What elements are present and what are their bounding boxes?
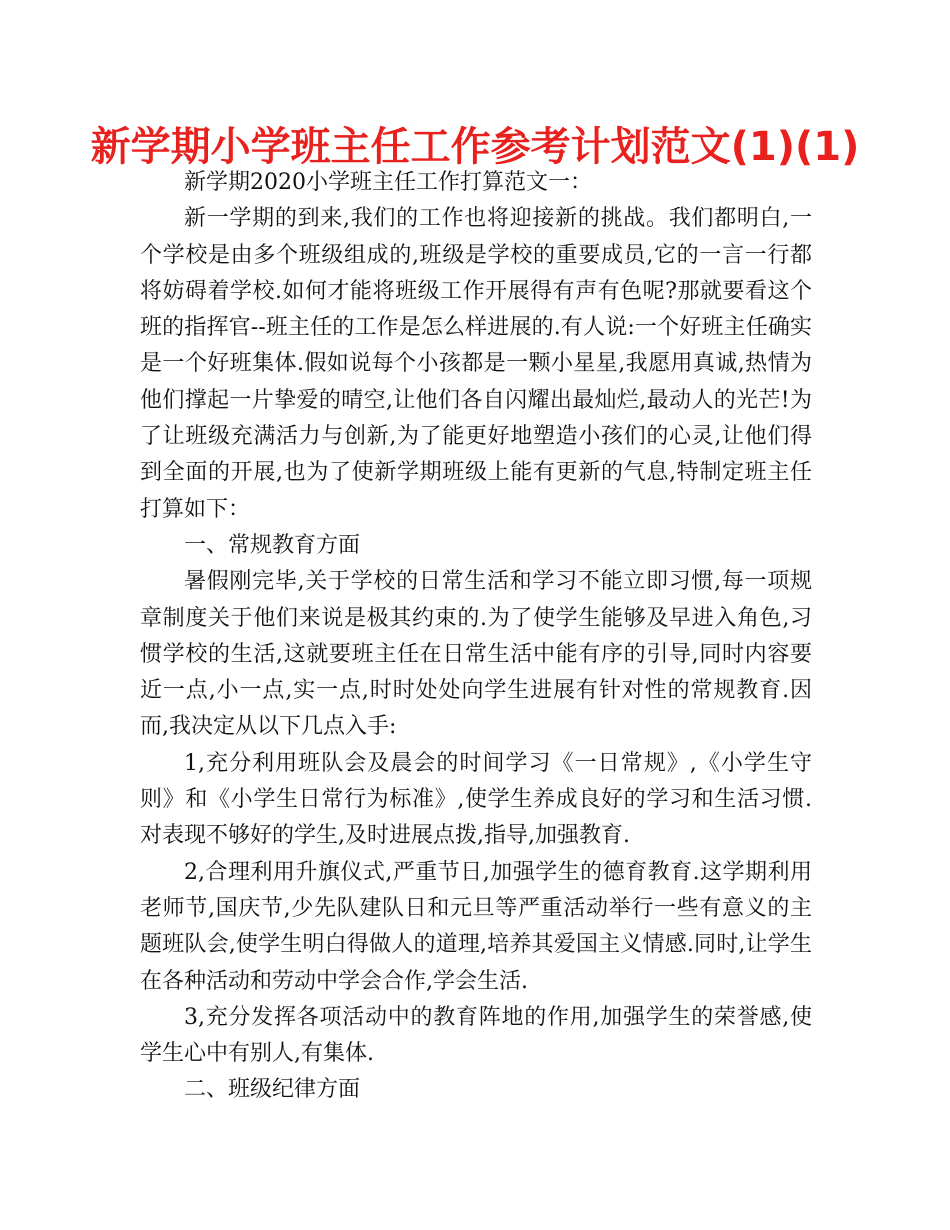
section-heading-routine: 一、常规教育方面 — [184, 532, 361, 558]
paragraph-item-3: 3,充分发挥各项活动中的教育阵地的作用,加强学生的荣誉感,使学生心中有别人,有集体. — [140, 1004, 812, 1067]
paragraph-opening: 新一学期的到来,我们的工作也将迎接新的挑战。我们都明白,一个学校是由多个班级组成的,班级是学校的重要成员,它的一言一行都将妨碍着学校.如何才能将班级工作开展得有声有色呢?那就要看这个班的指挥官--班主任的工作是怎么样进展的.有人说:一个好班主任确实是一个好班集体.假如说每个小孩都是一颗小星星,我愿用真诚,热情为他们撑起一片挚爱的晴空,让他们各自闪耀出最灿烂,最动人的光芒!为了让班级充满活力与创新,为了能更好地塑造小孩们的心灵,让他们得到全面的开展,也为了使新学期班级上能有更新的气息,特制定班主任打算如下： — [140, 206, 812, 522]
paragraph-item-1: 1,充分利用班队会及晨会的时间学习《一日常规》,《小学生守则》和《小学生日常行为标准》,使学生养成良好的学习和生活习惯.对表现不够好的学生,及时进展点拨,指导,加强教育. — [140, 750, 812, 849]
paragraph-item-2: 2,合理利用升旗仪式,严重节日,加强学生的德育教育.这学期利用老师节,国庆节,少先队建队日和元旦等严重活动举行一些有意义的主题班队会,使学生明白得做人的道理,培养其爱国主义情感.同时,让学生在各种活动和劳动中学会合作,学会生活. — [140, 859, 812, 994]
paragraph-routine: 暑假刚完毕,关于学校的日常生活和学习不能立即习惯,每一项规章制度关于他们来说是极其约束的.为了使学生能够及早进入角色,习惯学校的生活,这就要班主任在日常生活中能有序的引导,同时内容要近一点,小一点,实一点,时时处处向学生进展有针对性的常规教育.因而,我决定从以下几点入手: — [140, 569, 812, 740]
document-title: 新学期小学班主任工作参考计划范文(1)(1) — [90, 124, 860, 170]
document-body — [140, 165, 812, 1109]
section-heading-discipline: 二、班级纪律方面 — [184, 1077, 361, 1103]
paragraph-intro: 新学期2020小学班主任工作打算范文一： — [184, 170, 592, 195]
